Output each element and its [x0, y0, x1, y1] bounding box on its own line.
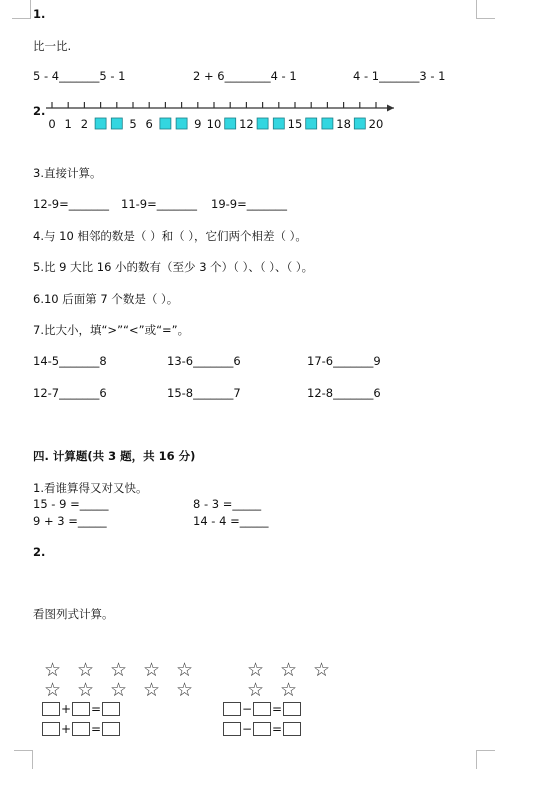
question-3-title: 3.直接计算。 [33, 166, 102, 180]
star-icon: ☆ [280, 679, 298, 701]
answer-box[interactable] [223, 722, 241, 736]
number-line-blank-box [322, 118, 333, 129]
right-stars-row-2 [247, 681, 313, 700]
equals-sign: = [271, 701, 283, 716]
left-stars-row-1 [44, 661, 209, 680]
plus-sign: + [60, 701, 72, 716]
compare-row2-item1: 12-7_______6 [33, 386, 107, 400]
star-icon: ☆ [44, 679, 62, 701]
number-line-blank-box [306, 118, 317, 129]
equals-sign: = [271, 721, 283, 736]
question-6: 6.10 后面第 7 个数是（ ）。 [33, 292, 179, 306]
star-icon: ☆ [110, 679, 128, 701]
answer-box[interactable] [283, 722, 301, 736]
calc-item-1: 12-9=_______ [33, 197, 109, 211]
star-icon: ☆ [176, 679, 194, 701]
number-line-blank-box [111, 118, 122, 129]
number-line-blank-box [257, 118, 268, 129]
compare-item-1: 5 - 4_______5 - 1 [33, 69, 126, 83]
equation-right-1 [223, 701, 301, 716]
compare-item-2: 2 + 6________4 - 1 [193, 69, 297, 83]
star-icon: ☆ [110, 659, 128, 681]
number-line-label: 10 [206, 117, 222, 131]
number-line-label: 5 [129, 117, 137, 131]
question-2-number: 2. [33, 104, 46, 118]
minus-sign: − [241, 701, 253, 716]
question-7-title: 7.比大小，填“>”“<”或“=”。 [33, 323, 190, 337]
number-line-blank-box [225, 118, 236, 129]
compare-row1-item3: 17-6_______9 [307, 354, 381, 368]
section-4-title: 四. 计算题(共 3 题，共 16 分) [33, 449, 196, 463]
quick-calc-1: 15 - 9 =_____ [33, 497, 109, 511]
section-4-q2-instruction: 看图列式计算。 [33, 607, 114, 621]
section-4-q1-title: 1.看谁算得又对又快。 [33, 481, 148, 495]
corner-mark-top-left [12, 0, 31, 19]
section-4-q2-number: 2. [33, 545, 46, 559]
answer-box[interactable] [283, 702, 301, 716]
equals-sign: = [90, 721, 102, 736]
equals-sign: = [90, 701, 102, 716]
answer-box[interactable] [72, 702, 90, 716]
number-line-arrow [387, 105, 394, 112]
left-stars-row-2 [44, 681, 209, 700]
number-line-label: 0 [48, 117, 56, 131]
question-1-number: 1. [33, 7, 46, 21]
equation-left-1 [42, 701, 120, 716]
star-icon: ☆ [313, 659, 331, 681]
corner-mark-bottom-left [14, 750, 33, 769]
plus-sign: + [60, 721, 72, 736]
compare-item-3: 4 - 1_______3 - 1 [353, 69, 446, 83]
calc-item-3: 19-9=_______ [211, 197, 287, 211]
compare-row1-item2: 13-6_______6 [167, 354, 241, 368]
number-line-blank-box [354, 118, 365, 129]
star-icon: ☆ [247, 659, 265, 681]
star-icon: ☆ [280, 659, 298, 681]
star-icon: ☆ [247, 679, 265, 701]
quick-calc-2: 8 - 3 =_____ [193, 497, 262, 511]
number-line-label: 15 [287, 117, 303, 131]
number-line-label: 12 [239, 117, 254, 131]
answer-box[interactable] [253, 702, 271, 716]
equation-right-2 [223, 721, 301, 736]
answer-box[interactable] [42, 702, 60, 716]
equation-left-2 [42, 721, 120, 736]
star-icon: ☆ [176, 659, 194, 681]
corner-mark-bottom-right [476, 750, 495, 769]
answer-box[interactable] [223, 702, 241, 716]
compare-row2-item3: 12-8_______6 [307, 386, 381, 400]
star-icon: ☆ [77, 679, 95, 701]
calc-item-2: 11-9=_______ [121, 197, 197, 211]
number-line-blank-box [95, 118, 106, 129]
number-line-label: 9 [194, 117, 202, 131]
compare-row1-item1: 14-5_______8 [33, 354, 107, 368]
answer-box[interactable] [253, 722, 271, 736]
star-icon: ☆ [143, 679, 161, 701]
star-icon: ☆ [44, 659, 62, 681]
star-icon: ☆ [77, 659, 95, 681]
right-stars-row-1 [247, 661, 346, 680]
answer-box[interactable] [42, 722, 60, 736]
number-line-blank-box [273, 118, 284, 129]
number-line-label: 2 [80, 117, 89, 131]
number-line-blank-box [176, 118, 187, 129]
number-line-label: 6 [145, 117, 153, 131]
number-line-label: 1 [64, 117, 72, 131]
question-4: 4.与 10 相邻的数是（ ）和（ ），它们两个相差（ ）。 [33, 229, 307, 243]
star-icon: ☆ [143, 659, 161, 681]
minus-sign: − [241, 721, 253, 736]
number-line-label: 20 [368, 117, 384, 131]
number-line [30, 98, 430, 138]
number-line-blank-box [160, 118, 171, 129]
compare-row2-item2: 15-8_______7 [167, 386, 241, 400]
question-1-instruction: 比一比. [33, 39, 72, 53]
corner-mark-top-right [476, 0, 495, 19]
quick-calc-3: 9 + 3 =_____ [33, 514, 107, 528]
answer-box[interactable] [102, 722, 120, 736]
number-line-label: 18 [336, 117, 351, 131]
answer-box[interactable] [72, 722, 90, 736]
quick-calc-4: 14 - 4 =_____ [193, 514, 269, 528]
answer-box[interactable] [102, 702, 120, 716]
question-5: 5.比 9 大比 16 小的数有（至少 3 个）（ ）、（ ）、（ ）。 [33, 260, 314, 274]
